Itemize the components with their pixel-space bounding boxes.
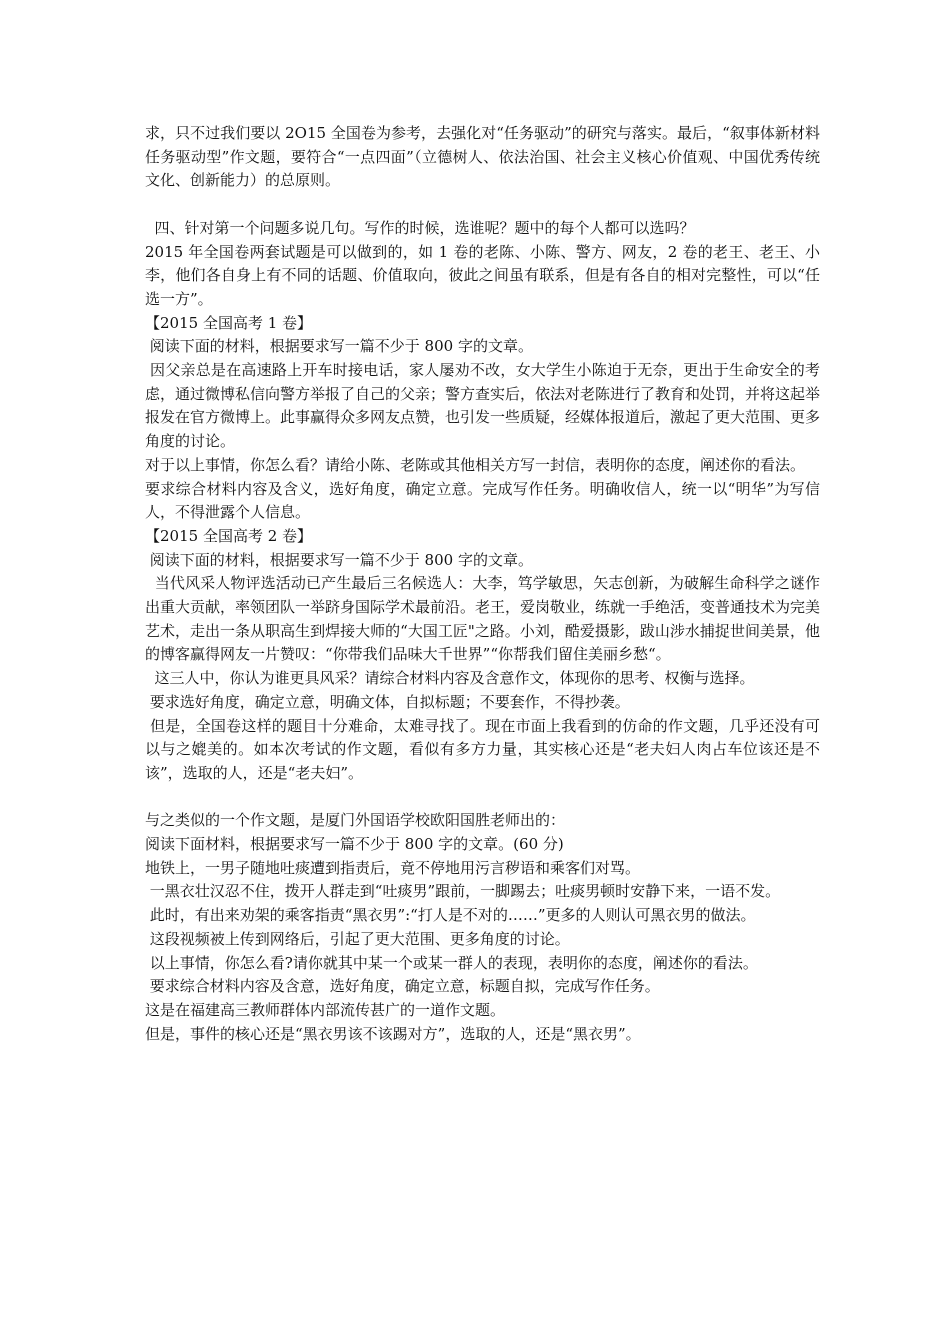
paragraph: 这是在福建高三教师群体内部流传甚广的一道作文题。	[145, 1000, 506, 1019]
paragraph: 阅读下面材料，根据要求写一篇不少于 800 字的文章。(60 分)	[145, 835, 564, 854]
paragraph: 这三人中，你认为谁更具风采？请综合材料内容及含意作文，体现你的思考、权衡与选择。	[145, 669, 755, 688]
paragraph: 阅读下面的材料，根据要求写一篇不少于 800 字的文章。	[145, 337, 533, 356]
paragraph: 求，只不过我们要以 2O15 全国卷为参考，去强化对“任务驱动”的研究与落实。最后，“叙事体新材料任务驱动型”作文题，要符合“一点四面”（立德树人、依法治国、社会主义核心价值观、中国优秀传统文化、创新能力）的总原则。	[145, 124, 820, 190]
document-body	[145, 122, 820, 1046]
section-heading: 四、针对第一个问题多说几句。写作的时候，选谁呢？题中的每个人都可以选吗？	[145, 218, 695, 237]
blank-line	[145, 193, 820, 217]
paragraph: 这段视频被上传到网络后，引起了更大范围、更多角度的讨论。	[145, 929, 570, 948]
paragraph: 以上事情，你怎么看?请你就其中某一个或某一群人的表现，表明你的态度，阐述你的看法。	[145, 953, 758, 972]
paragraph: 要求综合材料内容及含意，选好角度，确定立意，标题自拟，完成写作任务。	[145, 977, 660, 996]
blank-line	[145, 786, 820, 810]
paragraph: 但是，事件的核心还是“黑衣男该不该踢对方”，选取的人，还是“黑衣男”。	[145, 1024, 641, 1043]
paragraph: 地铁上，一男子随地吐痰遭到指责后，竟不停地用污言秽语和乘客们对骂。	[145, 858, 641, 877]
paragraph: 此时，有出来劝架的乘客指责“黑衣男”:“打人是不对的……”更多的人则认可黑衣男的做法。	[145, 906, 756, 925]
exam-heading-1: 【2015 全国高考 1 卷】	[145, 313, 313, 332]
paragraph: 要求综合材料内容及含义，选好角度，确定立意。完成写作任务。明确收信人，统一以“明华”为写信人，不得泄露个人信息。	[145, 479, 820, 522]
paragraph: 2015 年全国卷两套试题是可以做到的，如 1 卷的老陈、小陈、警方、网友，2 卷的老王、老王、小李，他们各自身上有不同的话题、价值取向，彼此之间虽有联系，但是有各自的相对完整性，可以“任选一方”。	[145, 242, 820, 308]
paragraph: 但是，全国卷这样的题目十分难命，太难寻找了。现在市面上我看到的仿命的作文题，几乎还没有可以与之媲美的。如本次考试的作文题，看似有多方力量，其实核心还是“老夫妇人肉占车位该还是不该”，选取的人，还是“老夫妇”。	[145, 716, 820, 782]
paragraph: 因父亲总是在高速路上开车时接电话，家人屡劝不改，女大学生小陈迫于无奈，更出于生命安全的考虑，通过微博私信向警方举报了自己的父亲；警方查实后，依法对老陈进行了教育和处罚，并将这起举报发在官方微博上。此事赢得众多网友点赞，也引发一些质疑，经媒体报道后，激起了更大范围、更多角度的讨论。	[145, 361, 821, 451]
paragraph: 对于以上事情，你怎么看？请给小陈、老陈或其他相关方写一封信，表明你的态度，阐述你的看法。	[145, 455, 806, 474]
paragraph: 要求选好角度，确定立意，明确文体，自拟标题；不要套作，不得抄袭。	[145, 692, 630, 711]
paragraph: 阅读下面的材料，根据要求写一篇不少于 800 字的文章。	[145, 550, 533, 569]
paragraph: 与之类似的一个作文题，是厦门外国语学校欧阳国胜老师出的：	[145, 811, 566, 830]
paragraph: 一黑衣壮汉忍不住，拨开人群走到“吐痰男”跟前，一脚踢去；吐痰男顿时安静下来，一语不发。	[145, 882, 781, 901]
exam-heading-2: 【2015 全国高考 2 卷】	[145, 526, 313, 545]
paragraph: 当代风采人物评选活动已产生最后三名候选人：大李，笃学敏思，矢志创新，为破解生命科学之谜作出重大贡献，率领团队一举跻身国际学术最前沿。老王，爱岗敬业，练就一手绝活，变普通技术为完美艺术，走出一条从职高生到焊接大师的“大国工匠"之路。小刘，酷爱摄影，跋山涉水捕捉世间美景，他的博客赢得网友一片赞叹：“你带我们品味大千世界”“你帮我们留住美丽乡愁“。	[145, 574, 821, 664]
